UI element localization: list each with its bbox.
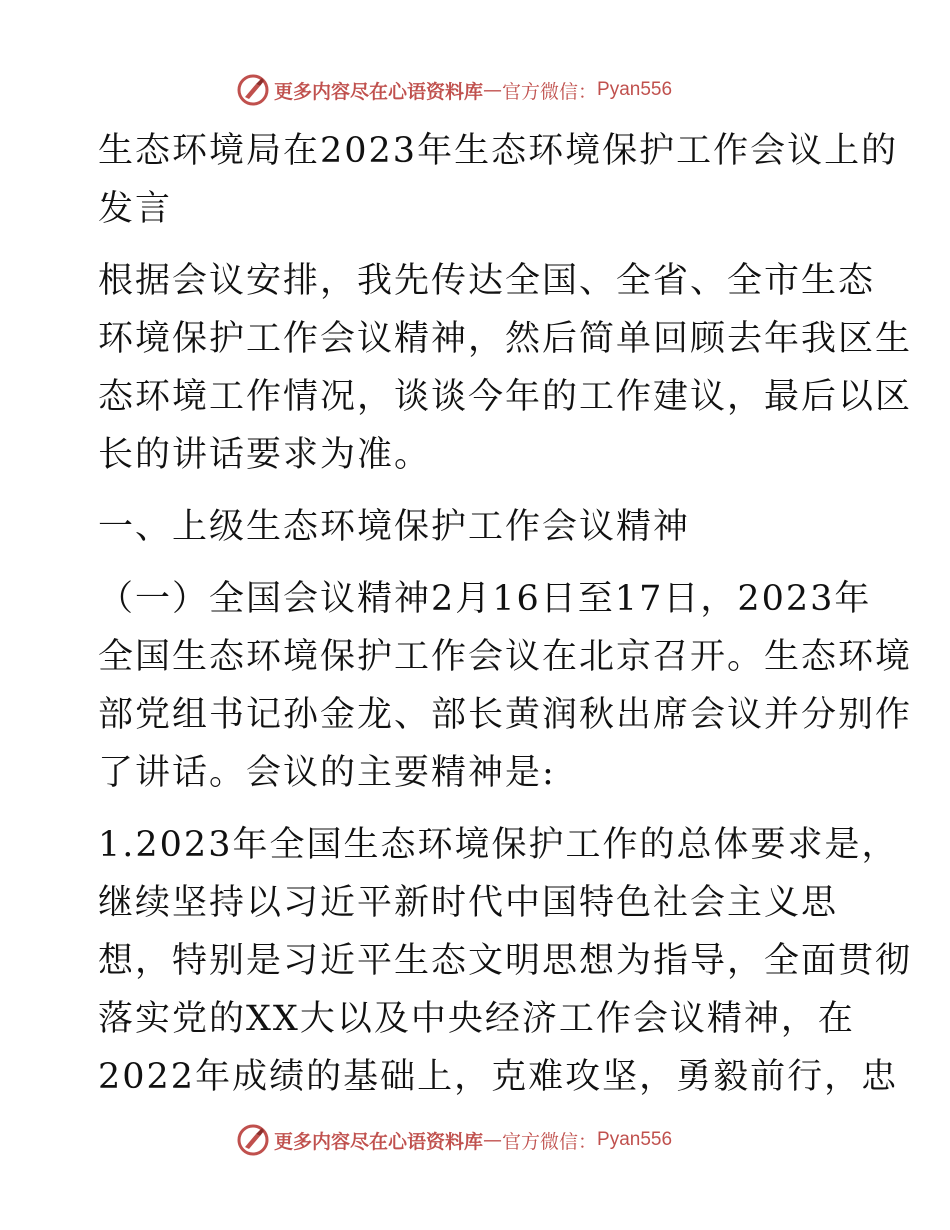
text-line: 继续坚持以习近平新时代中国特色社会主义思 [98,883,839,923]
title-line: 发言 [98,189,173,229]
paragraph-national-meeting [98,570,913,802]
text-line: 全国生态环境保护工作会议在北京召开。生态环境 [98,637,913,677]
header-watermark [236,72,672,108]
text-line: 部党组书记孙金龙、部长黄润秋出席会议并分别作 [98,695,913,735]
watermark-separator: — [483,1129,503,1151]
section-heading [98,498,858,556]
document-title [98,122,899,238]
text-line: 2022年成绩的基础上，克难攻坚，勇毅前行，忠 [98,1057,899,1097]
text-line: 想，特别是习近平生态文明思想为指导，全面贯彻 [98,941,913,981]
watermark-main-text: 更多内容尽在心语资料库 [274,80,484,103]
text-line: 了讲话。会议的主要精神是: [98,753,556,793]
footer-watermark [236,1122,672,1158]
text-line: 根据会议安排，我先传达全国、全省、全市生态 [98,261,876,301]
text-line: 长的讲话要求为准。 [98,435,432,475]
text-line: （一）全国会议精神2月16日至17日，2023年 [98,579,872,619]
text-line: 1.2023年全国生态环境保护工作的总体要求是， [98,825,899,865]
watermark-id: Pyan556 [597,79,673,100]
title-line: 生态环境局在2023年生态环境保护工作会议上的 [98,131,899,171]
heading-line: 一、上级生态环境保护工作会议精神 [98,507,691,547]
watermark-id: Pyan556 [597,1129,673,1150]
text-line: 态环境工作情况，谈谈今年的工作建议，最后以区 [98,377,913,417]
paragraph-overall-requirements [98,816,913,1106]
watermark-label: 官方微信： [502,80,598,103]
watermark-label: 官方微信： [502,1130,598,1153]
text-line: 落实党的XX大以及中央经济工作会议精神，在 [98,999,855,1039]
text-line: 环境保护工作会议精神，然后简单回顾去年我区生 [98,319,913,359]
brush-logo-icon [236,73,270,107]
brush-logo-icon [236,1123,270,1157]
watermark-main-text: 更多内容尽在心语资料库 [274,1130,484,1153]
paragraph-intro [98,252,913,484]
document-body [98,122,913,1120]
watermark-separator: — [483,79,503,101]
